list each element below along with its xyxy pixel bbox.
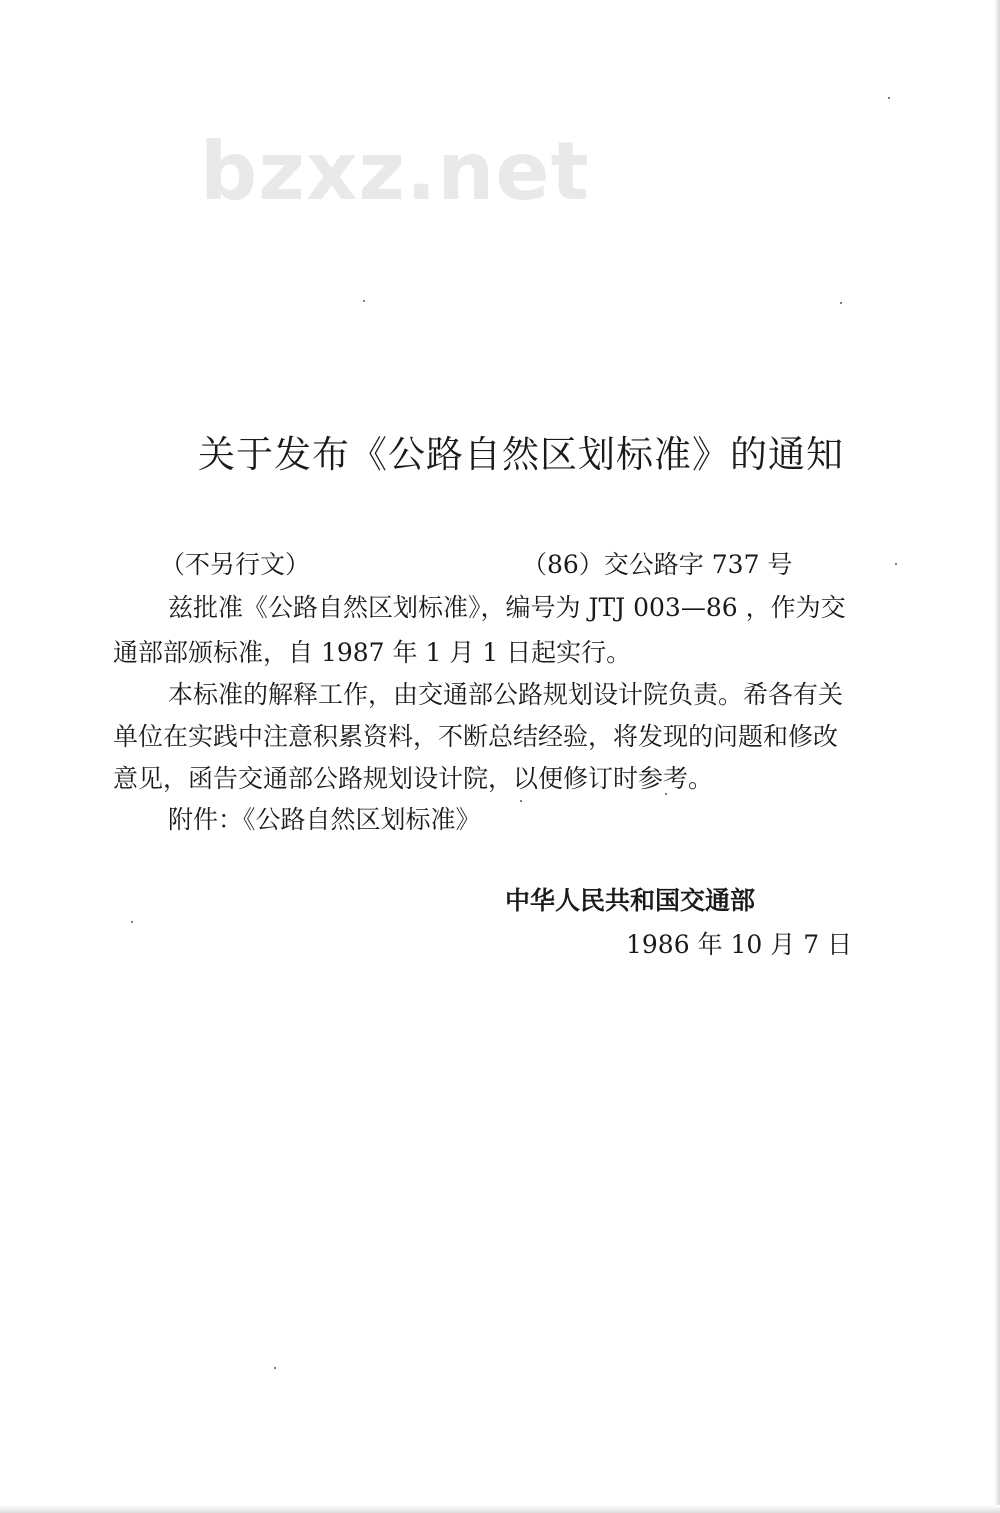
scan-speck [840, 302, 842, 304]
watermark: bzxz.net [200, 125, 590, 218]
paragraph-2-line-3: 意见，函告交通部公路规划设计院，以便修订时参考。 [113, 764, 714, 793]
document-number: （86）交公路字 737 号 [522, 550, 793, 579]
issuer-signature: 中华人民共和国交通部 [505, 886, 756, 915]
page-edge-bottom [0, 1505, 1000, 1513]
issue-date: 1986 年 10 月 7 日 [626, 930, 853, 959]
attachment-line: 附件：《公路自然区划标准》 [168, 805, 481, 834]
scan-speck [665, 793, 667, 795]
scan-speck [520, 800, 522, 802]
page-edge-right [994, 0, 1000, 1513]
notice-title: 关于发布《公路自然区划标准》的通知 [198, 433, 844, 476]
scan-speck [274, 1367, 276, 1369]
paragraph-2-line-2: 单位在实践中注意积累资料，不断总结经验，将发现的问题和修改 [113, 722, 839, 751]
paragraph-1-line-1: 兹批准《公路自然区划标准》，编号为 JTJ 003—86 ，作为交 [168, 593, 846, 622]
issue-note: （不另行文） [160, 550, 311, 579]
scan-speck [131, 921, 133, 923]
paragraph-2-line-1: 本标准的解释工作，由交通部公路规划设计院负责。希各有关 [168, 680, 844, 709]
scan-speck [363, 300, 365, 302]
scan-speck [895, 563, 897, 565]
scan-speck [888, 97, 890, 99]
paragraph-1-line-2: 通部部颁标准，自 1987 年 1 月 1 日起实行。 [113, 638, 632, 667]
